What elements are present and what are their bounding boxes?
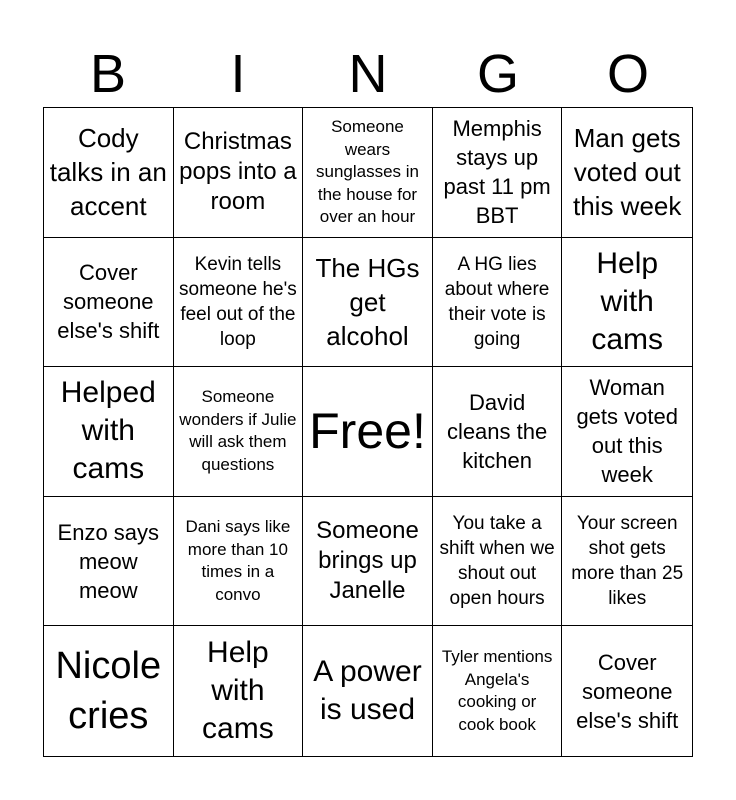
cell-text: Cody talks in an accent [49, 123, 167, 222]
cell-text: Helped with cams [60, 376, 156, 486]
cell-text: You take a shift when we shout out open hours [439, 513, 555, 610]
cell-text: A HG lies about where their vote is going [444, 253, 550, 350]
bingo-cell[interactable] [562, 497, 692, 627]
header-letter-i: I [230, 44, 246, 104]
bingo-cell[interactable] [44, 497, 174, 627]
cell-text: Nicole cries [55, 645, 162, 738]
cell-text: A power is used [313, 655, 422, 727]
cell-text: Help with cams [202, 636, 274, 746]
bingo-cell-free[interactable] [303, 367, 433, 497]
cell-text: The HGs get alcohol [315, 252, 420, 351]
cell-text: Man gets voted out this week [573, 123, 682, 222]
header-letter-g: G [476, 44, 519, 104]
header-letter-b: B [89, 44, 127, 104]
cell-text: Cover someone else's shift [57, 260, 160, 344]
bingo-cell[interactable] [174, 238, 304, 368]
bingo-cell[interactable] [303, 108, 433, 238]
cell-text: Enzo says meow meow [57, 519, 160, 603]
bingo-cell[interactable] [433, 497, 563, 627]
cell-text: Christmas pops into a room [179, 128, 297, 216]
cell-text: Cover someone else's shift [576, 649, 679, 733]
bingo-cell[interactable] [174, 497, 304, 627]
bingo-cell[interactable] [433, 238, 563, 368]
bingo-cell[interactable] [44, 238, 174, 368]
header-letter-n: N [348, 44, 388, 104]
bingo-cell[interactable] [433, 108, 563, 238]
bingo-board [43, 107, 693, 757]
bingo-cell[interactable] [174, 367, 304, 497]
bingo-cell[interactable] [44, 108, 174, 238]
bingo-cell[interactable] [174, 108, 304, 238]
cell-text: Woman gets voted out this week [576, 375, 678, 488]
bingo-cell[interactable] [303, 238, 433, 368]
bingo-cell[interactable] [562, 108, 692, 238]
bingo-cell[interactable] [44, 367, 174, 497]
bingo-cell[interactable] [562, 626, 692, 756]
cell-text: Your screen shot gets more than 25 likes [571, 513, 684, 610]
bingo-cell[interactable] [174, 626, 304, 756]
cell-text: Tyler mentions Angela's cooking or cook book [441, 647, 553, 734]
cell-text: Help with cams [591, 246, 664, 356]
cell-text: Someone wonders if Julie will ask them questions [179, 387, 297, 474]
free-space-text: Free! [309, 403, 426, 460]
bingo-cell[interactable] [562, 238, 692, 368]
cell-text: Dani says like more than 10 times in a convo [185, 517, 291, 604]
cell-text: Someone brings up Janelle [316, 517, 419, 605]
cell-text: David cleans the kitchen [446, 389, 548, 473]
bingo-cell[interactable] [44, 626, 174, 756]
cell-text: Memphis stays up past 11 pm BBT [443, 116, 551, 229]
bingo-cell[interactable] [303, 497, 433, 627]
bingo-header [43, 40, 693, 108]
bingo-cell[interactable] [433, 367, 563, 497]
cell-text: Someone wears sunglasses in the house for over an hour [315, 117, 419, 227]
bingo-cell[interactable] [433, 626, 563, 756]
cell-text: Kevin tells someone he's feel out of the loop [179, 253, 297, 350]
header-letter-o: O [606, 44, 649, 104]
bingo-cell[interactable] [562, 367, 692, 497]
bingo-cell[interactable] [303, 626, 433, 756]
